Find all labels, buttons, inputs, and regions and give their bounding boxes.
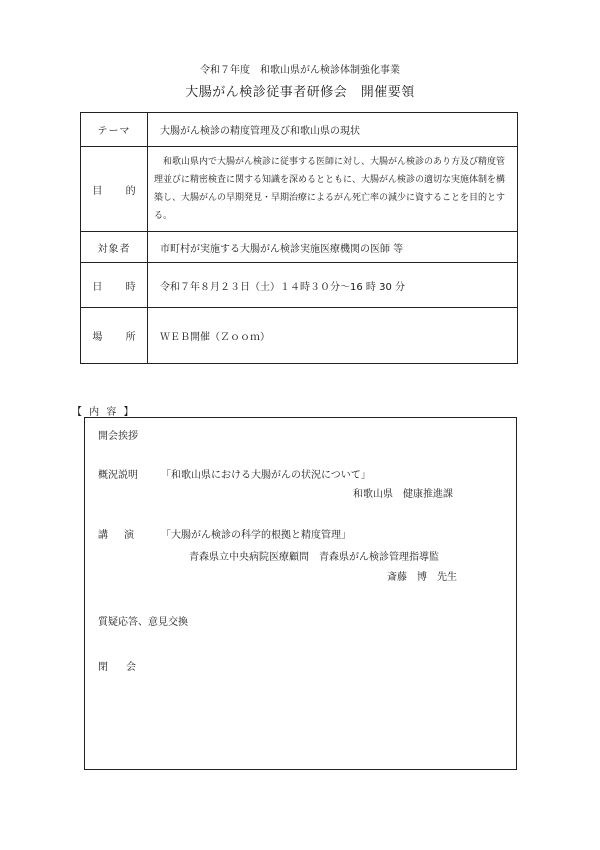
date-value: 令和７年８月２３日（土）１４時３０分～16 時 30 分 [148,263,518,308]
target-row [81,232,518,263]
lecture-label: 講演 [98,530,150,541]
qa-session: 質疑応答、意見交換 [98,617,188,628]
lecture-title: 「大腸がん検診の科学的根拠と精度管理」 [161,530,351,541]
opening-remarks: 開会挨拶 [98,431,138,442]
theme-value: 大腸がん検診の精度管理及び和歌山県の現状 [148,113,518,147]
target-label: 対象者 [81,232,148,263]
purpose-label: 目 的 [81,147,148,232]
place-row [81,308,518,364]
overview-title: 「和歌山県における大腸がんの状況について」 [161,470,371,481]
overview-presenter: 和歌山県 健康推進課 [353,489,453,500]
place-label: 場 所 [81,308,148,364]
outline-table [80,112,518,364]
target-value: 市町村が実施する大腸がん検診実施医療機関の医師 等 [148,232,518,263]
theme-row [81,113,518,147]
date-row [81,263,518,308]
closing-remarks: 閉会 [98,662,154,673]
overview-label: 概況説明 [98,470,138,481]
purpose-row [81,147,518,232]
date-label: 日 時 [81,263,148,308]
lecture-speaker: 斎藤 博 先生 [387,572,457,583]
event-program-name: 令和７年度 和歌山県がん検診体制強化事業 [200,65,400,76]
purpose-value: 和歌山県内で大腸がん検診に従事する医師に対し、大腸がん検診のあり方及び精度管理並びに精密検査に関する知識を深めるとともに、大腸がん検診の適切な実施体制を構築し、大腸がんの早期発見・早期治療によるがん死亡率の減少に資することを目的とする。 [148,147,518,232]
content-section-header: 【 内 容 】 [72,407,136,418]
theme-label: テーマ [81,113,148,147]
lecture-affiliation: 青森県立中央病院医療顧問 青森県がん検診管理指導監 [189,552,439,563]
document-title: 大腸がん検診従事者研修会 開催要領 [185,85,415,100]
place-value: ＷＥＢ開催（Ｚｏｏｍ） [148,308,518,364]
content-box [84,417,517,770]
